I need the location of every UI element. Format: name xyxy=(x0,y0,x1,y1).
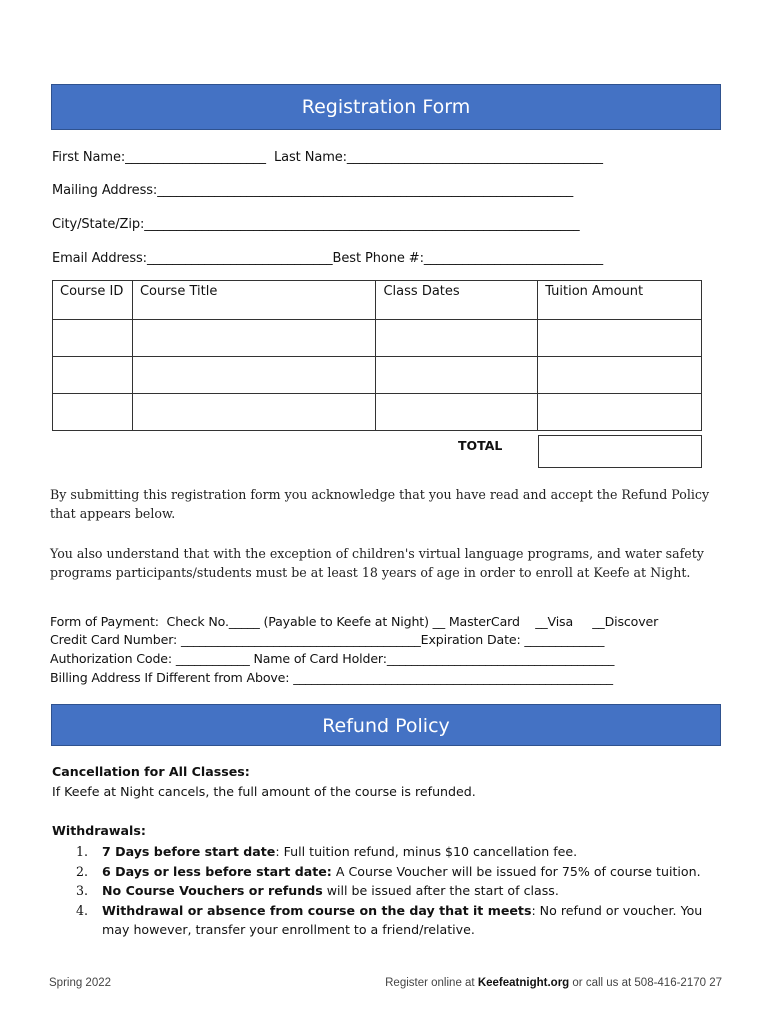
acknowledgement-paragraph: By submitting this registration form you acknowledge that you have read and accept the Refund Policy that appears below. xyxy=(50,487,710,521)
credit-card-line[interactable]: Credit Card Number: _______________________________________Expiration Date: _____________ xyxy=(50,632,605,647)
course-id-cell[interactable] xyxy=(53,394,133,431)
table-row xyxy=(53,394,702,431)
total-label: TOTAL xyxy=(458,438,503,453)
authorization-line[interactable]: Authorization Code: ____________ Name of Card Holder:_____________________________________ xyxy=(50,651,615,666)
rule-text: : Full tuition refund, minus $10 cancellation fee. xyxy=(275,844,578,859)
footer-contact xyxy=(385,977,722,989)
list-number: 1. xyxy=(76,844,89,859)
withdrawals-heading: Withdrawals: xyxy=(52,823,146,838)
course-title-cell[interactable] xyxy=(132,357,376,394)
cancellation-text: If Keefe at Night cancels, the full amount of the course is refunded. xyxy=(52,784,476,799)
list-number: 4. xyxy=(76,902,89,918)
header-course-id: Course ID xyxy=(53,281,133,320)
billing-address-line[interactable]: Billing Address If Different from Above: ____________________________________________________ xyxy=(50,670,613,685)
rule-text: : No refund or voucher. You may however, transfer your enrollment to a friend/relative. xyxy=(102,902,703,937)
rule-text: will be issued after the start of class. xyxy=(322,883,559,898)
class-dates-cell[interactable] xyxy=(376,394,538,431)
course-table-header xyxy=(53,281,702,320)
total-amount-box[interactable] xyxy=(538,435,702,468)
refund-policy-title: Refund Policy xyxy=(322,715,450,737)
course-id-cell[interactable] xyxy=(53,320,133,357)
footer-prefix: Register online at xyxy=(385,977,478,989)
mailing-address-field[interactable]: Mailing Address:_________________________________________________________________ xyxy=(52,183,574,198)
tuition-amount-cell[interactable] xyxy=(538,320,702,357)
list-item xyxy=(76,881,716,901)
age-requirement-paragraph: You also understand that with the exception of children's virtual language programs, and water safety programs participants/students must be at least 18 years of age in order to enroll at Keefe at Night. xyxy=(50,546,704,580)
rule-bold: 6 Days or less before start date: xyxy=(102,863,332,879)
class-dates-cell[interactable] xyxy=(376,320,538,357)
list-number: 2. xyxy=(76,863,89,879)
class-dates-cell[interactable] xyxy=(376,357,538,394)
list-item xyxy=(76,842,716,862)
table-row xyxy=(53,357,702,394)
list-number: 3. xyxy=(76,883,89,898)
header-class-dates: Class Dates xyxy=(376,281,538,320)
tuition-amount-cell[interactable] xyxy=(538,394,702,431)
cancellation-heading: Cancellation for All Classes: xyxy=(52,764,250,779)
footer-suffix: or call us at 508-416-2170 27 xyxy=(569,977,722,989)
rule-bold: Withdrawal or absence from course on the day that it meets xyxy=(102,902,532,918)
rule-bold: 7 Days before start date xyxy=(102,844,276,859)
withdrawal-rules-list xyxy=(76,842,716,940)
tuition-amount-cell[interactable] xyxy=(538,357,702,394)
email-phone-field[interactable]: Email Address:_____________________________Best Phone #:____________________________ xyxy=(52,251,604,266)
rule-text: A Course Voucher will be issued for 75% of course tuition. xyxy=(331,863,701,879)
first-last-name-field[interactable]: First Name:______________________ Last Name:________________________________________ xyxy=(52,150,603,165)
header-course-title: Course Title xyxy=(132,281,376,320)
rule-bold: No Course Vouchers or refunds xyxy=(102,883,323,898)
list-item xyxy=(76,901,716,940)
form-of-payment-line[interactable]: Form of Payment: Check No._____ (Payable to Keefe at Night) __ MasterCard __Visa __Discover xyxy=(50,614,659,629)
city-state-zip-field[interactable]: City/State/Zip:____________________________________________________________________ xyxy=(52,217,580,232)
refund-title-underline xyxy=(318,745,464,746)
course-id-cell[interactable] xyxy=(53,357,133,394)
refund-policy-banner xyxy=(51,704,721,746)
list-item xyxy=(76,862,716,882)
course-table xyxy=(52,280,702,431)
table-row xyxy=(53,320,702,357)
website-link[interactable]: Keefeatnight.org xyxy=(477,977,570,989)
registration-form-banner xyxy=(51,84,721,130)
footer-season: Spring 2022 xyxy=(49,977,112,989)
header-tuition-amount: Tuition Amount xyxy=(538,281,702,320)
registration-form-title: Registration Form xyxy=(301,96,471,118)
course-title-cell[interactable] xyxy=(132,394,376,431)
course-title-cell[interactable] xyxy=(132,320,376,357)
